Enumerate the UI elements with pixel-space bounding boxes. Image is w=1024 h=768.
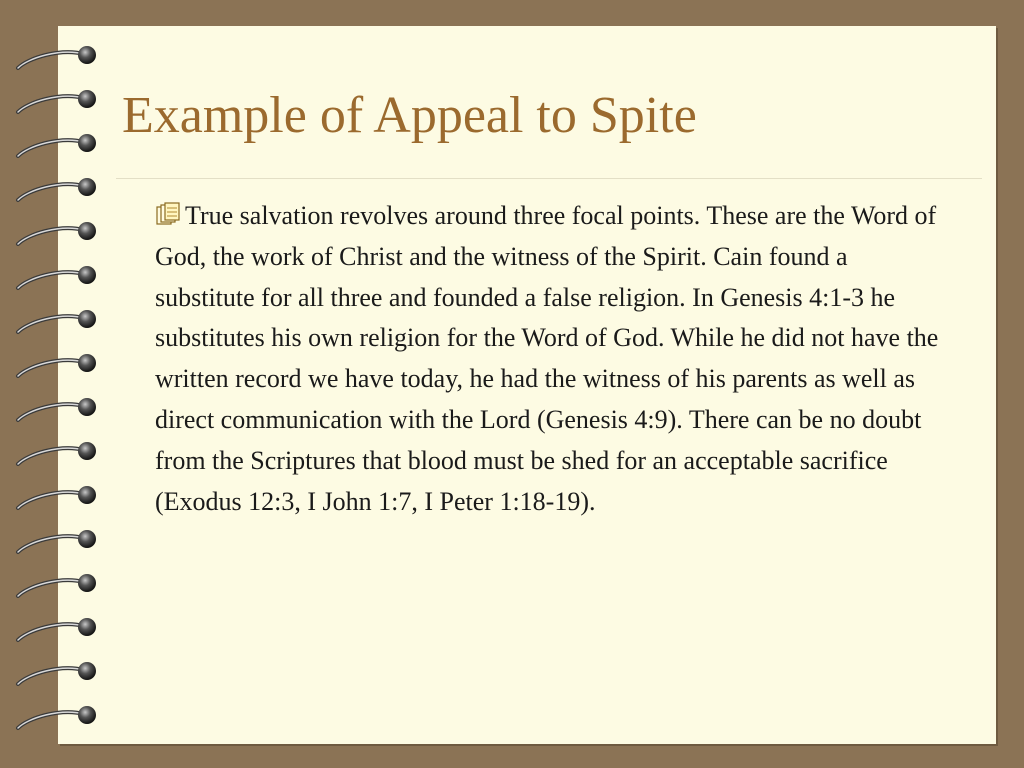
bullet-paragraph — [155, 196, 945, 522]
slide-title: Example of Appeal to Spite — [122, 87, 697, 144]
notepad-bullet-icon — [155, 201, 185, 227]
bullet-text: True salvation revolves around three focal points. These are the Word of God, the work of Christ and the witness of the Spirit. Cain found a substitute for all three and founded a false religion. In Genesis 4:1-3 he substitutes his own religion for the Word of God. While he did not have the written record we have today, he had the witness of his parents as well as direct communication with the Lord (Genesis 4:9). There can be no doubt from the Scriptures that blood must be shed for an acceptable sacrifice (Exodus 12:3, I John 1:7, I Peter 1:18-19). — [155, 201, 939, 516]
title-divider — [116, 178, 982, 179]
